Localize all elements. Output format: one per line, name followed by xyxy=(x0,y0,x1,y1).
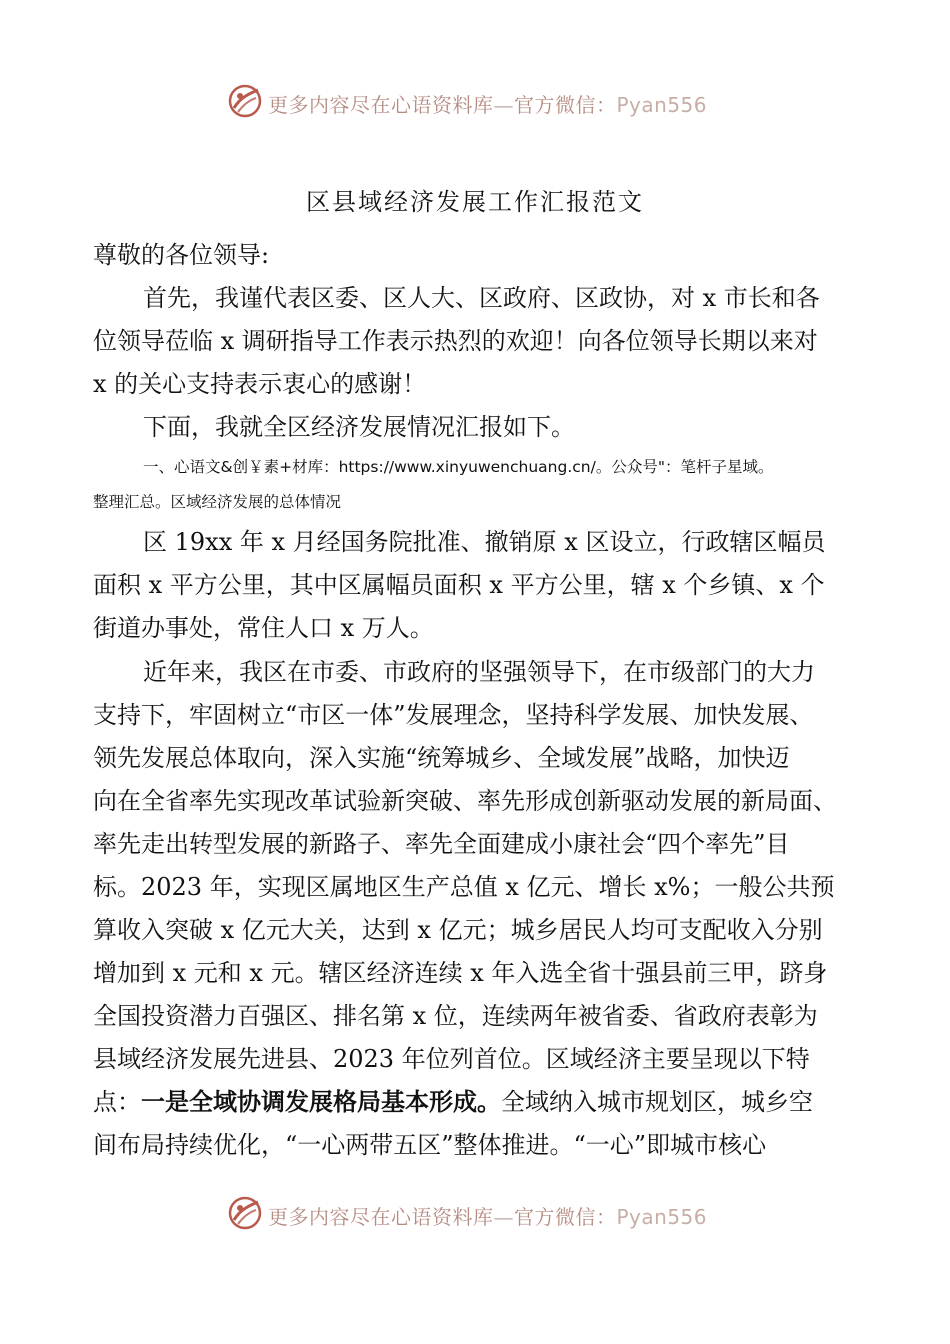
paragraph-line: 首先，我谨代表区委、区人大、区政府、区政协，对 x 市长和各 xyxy=(143,284,820,312)
paragraph-line: 向在全省率先实现改革试验新突破、率先形成创新驱动发展的新局面、 xyxy=(93,787,837,815)
header-watermark-text: 更多内容尽在心语资料库—官方微信：Pyan556 xyxy=(268,93,708,117)
paragraph-line: 支持下，牢固树立“市区一体”发展理念，坚持科学发展、加快发展、 xyxy=(93,701,814,729)
paragraph-line: 近年来，我区在市委、市政府的坚强领导下，在市级部门的大力 xyxy=(143,658,815,686)
bold-highlight: 一是全域协调发展格局基本形成。 xyxy=(141,1087,501,1116)
salutation: 尊敬的各位领导: xyxy=(93,241,270,269)
brand-logo-icon xyxy=(226,82,264,120)
paragraph-line: 增加到 x 元和 x 元。辖区经济连续 x 年入选全省十强县前三甲，跻身 xyxy=(93,959,828,987)
paragraph-line: 面积 x 平方公里，其中区属幅员面积 x 平方公里，辖 x 个乡镇、x 个 xyxy=(93,571,825,599)
paragraph-line: 区 19xx 年 x 月经国务院批准、撤销原 x 区设立，行政辖区幅员 xyxy=(143,528,826,556)
promo-notice-line: 一、心语文&创￥素+材库：https://www.xinyuwenchuang.cn/。公众号"：笔杆子星域。 xyxy=(143,458,774,476)
promo-notice-line: 整理汇总。区域经济发展的总体情况 xyxy=(93,493,342,511)
paragraph-line: 街道办事处，常住人口 x 万人。 xyxy=(93,614,434,642)
paragraph-line: 标。2023 年，实现区属地区生产总值 x 亿元、增长 x%；一般公共预 xyxy=(93,873,835,901)
header-watermark-banner xyxy=(0,80,950,124)
paragraph-line: x 的关心支持表示衷心的感谢！ xyxy=(93,370,427,398)
document-title: 区县域经济发展工作汇报范文 xyxy=(306,188,644,216)
paragraph-line: 领先发展总体取向，深入实施“统筹城乡、全域发展”战略，加快迈 xyxy=(93,744,790,772)
paragraph-line: 间布局持续优化，“一心两带五区”整体推进。“一心”即城市核心 xyxy=(93,1131,767,1159)
paragraph-line: 县域经济发展先进县、2023 年位列首位。区域经济主要呈现以下特 xyxy=(93,1045,810,1073)
paragraph-line: 算收入突破 x 亿元大关，达到 x 亿元；城乡居民人均可支配收入分别 xyxy=(93,916,823,944)
paragraph-line: 全国投资潜力百强区、排名第 x 位，连续两年被省委、省政府表彰为 xyxy=(93,1002,818,1030)
footer-watermark-banner xyxy=(0,1192,950,1236)
paragraph-line: 位领导莅临 x 调研指导工作表示热烈的欢迎！向各位领导长期以来对 xyxy=(93,327,818,355)
paragraph-line: 点：一是全域协调发展格局基本形成。全域纳入城市规划区，城乡空 xyxy=(93,1087,813,1116)
paragraph-line: 下面，我就全区经济发展情况汇报如下。 xyxy=(143,413,575,441)
paragraph-line: 率先走出转型发展的新路子、率先全面建成小康社会“四个率先”目 xyxy=(93,830,790,858)
brand-logo-icon xyxy=(226,1194,264,1232)
footer-watermark-text: 更多内容尽在心语资料库—官方微信：Pyan556 xyxy=(268,1205,708,1229)
